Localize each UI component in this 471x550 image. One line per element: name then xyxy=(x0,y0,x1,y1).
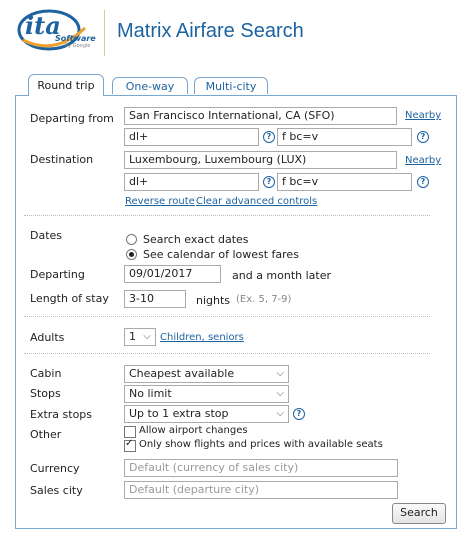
departure-routing-codes-input[interactable]: dl+ xyxy=(124,128,259,146)
page-title: Matrix Airfare Search xyxy=(117,20,304,42)
nights-hint: (Ex. 5, 7-9) xyxy=(236,294,292,305)
adults-value: 1 xyxy=(129,330,136,343)
adults-select[interactable] xyxy=(124,328,156,346)
other-label: Other xyxy=(30,428,62,441)
destination-label: Destination xyxy=(30,153,94,166)
destination-input[interactable]: Luxembourg, Luxembourg (LUX) xyxy=(124,151,397,169)
question-mark-help-icon[interactable]: ? xyxy=(417,176,429,188)
cabin-select[interactable] xyxy=(124,365,289,383)
ita-software-logo: ita Software by Google xyxy=(15,8,95,52)
question-mark-help-icon[interactable]: ? xyxy=(293,408,305,420)
stops-select[interactable] xyxy=(124,385,289,403)
sales-city-input[interactable]: Default (departure city) xyxy=(124,481,398,499)
cabin-value: Cheapest available xyxy=(129,367,235,380)
tab-one-way[interactable]: One-way xyxy=(112,77,188,94)
departing-label: Departing xyxy=(30,268,85,281)
cabin-label: Cabin xyxy=(30,367,62,380)
chevron-down-icon: ⌵ xyxy=(276,388,284,399)
destination-extension-codes-input[interactable]: f bc=v xyxy=(277,173,412,191)
sales-city-label: Sales city xyxy=(30,484,83,497)
nights-label: nights xyxy=(196,294,231,307)
children-seniors-link[interactable]: Children, seniors xyxy=(160,332,244,343)
nearby-departure-link[interactable]: Nearby xyxy=(405,110,442,121)
currency-input[interactable]: Default (currency of sales city) xyxy=(124,459,398,477)
available-seats-label: Only show flights and prices with available seats xyxy=(139,439,383,450)
exact-dates-label: Search exact dates xyxy=(143,233,249,246)
search-button[interactable]: Search xyxy=(392,503,446,524)
stops-label: Stops xyxy=(30,387,61,400)
nearby-destination-link[interactable]: Nearby xyxy=(405,155,442,166)
currency-label: Currency xyxy=(30,462,80,475)
extra-stops-select[interactable] xyxy=(124,405,289,423)
clear-advanced-controls-link[interactable]: Clear advanced controls xyxy=(196,196,318,207)
calendar-lowest-fares-label: See calendar of lowest fares xyxy=(143,248,299,261)
tab-multi-city[interactable]: Multi-city xyxy=(194,77,268,94)
departure-extension-codes-input[interactable]: f bc=v xyxy=(277,128,412,146)
departing-date-input[interactable]: 09/01/2017 xyxy=(124,265,221,283)
question-mark-help-icon[interactable]: ? xyxy=(417,131,429,143)
extra-stops-label: Extra stops xyxy=(30,408,93,421)
calendar-lowest-fares-radio[interactable] xyxy=(126,249,137,260)
reverse-route-link[interactable]: Reverse route xyxy=(125,196,195,207)
departing-from-input[interactable]: San Francisco International, CA (SFO) xyxy=(124,107,397,125)
chevron-down-icon: ⌵ xyxy=(276,368,284,379)
chevron-down-icon: ⌵ xyxy=(276,408,284,419)
available-seats-checkbox[interactable] xyxy=(124,440,136,452)
length-of-stay-input[interactable]: 3-10 xyxy=(124,290,186,308)
departing-from-label: Departing from xyxy=(30,112,114,125)
destination-routing-codes-input[interactable]: dl+ xyxy=(124,173,259,191)
chevron-down-icon: ⌵ xyxy=(143,331,151,342)
question-mark-help-icon[interactable]: ? xyxy=(263,176,275,188)
tab-round-trip[interactable]: Round trip xyxy=(28,74,104,96)
allow-airport-changes-label: Allow airport changes xyxy=(139,425,248,436)
length-of-stay-label: Length of stay xyxy=(30,292,109,305)
dates-label: Dates xyxy=(30,229,63,242)
extra-stops-value: Up to 1 extra stop xyxy=(129,407,229,420)
allow-airport-changes-checkbox[interactable] xyxy=(124,426,136,438)
section-divider xyxy=(24,215,430,216)
section-divider xyxy=(24,316,430,317)
question-mark-help-icon[interactable]: ? xyxy=(263,131,275,143)
exact-dates-radio[interactable] xyxy=(126,234,137,245)
header-divider xyxy=(104,10,105,56)
stops-value: No limit xyxy=(129,387,172,400)
adults-label: Adults xyxy=(30,331,65,344)
month-later-text: and a month later xyxy=(232,269,332,282)
section-divider xyxy=(24,353,430,354)
